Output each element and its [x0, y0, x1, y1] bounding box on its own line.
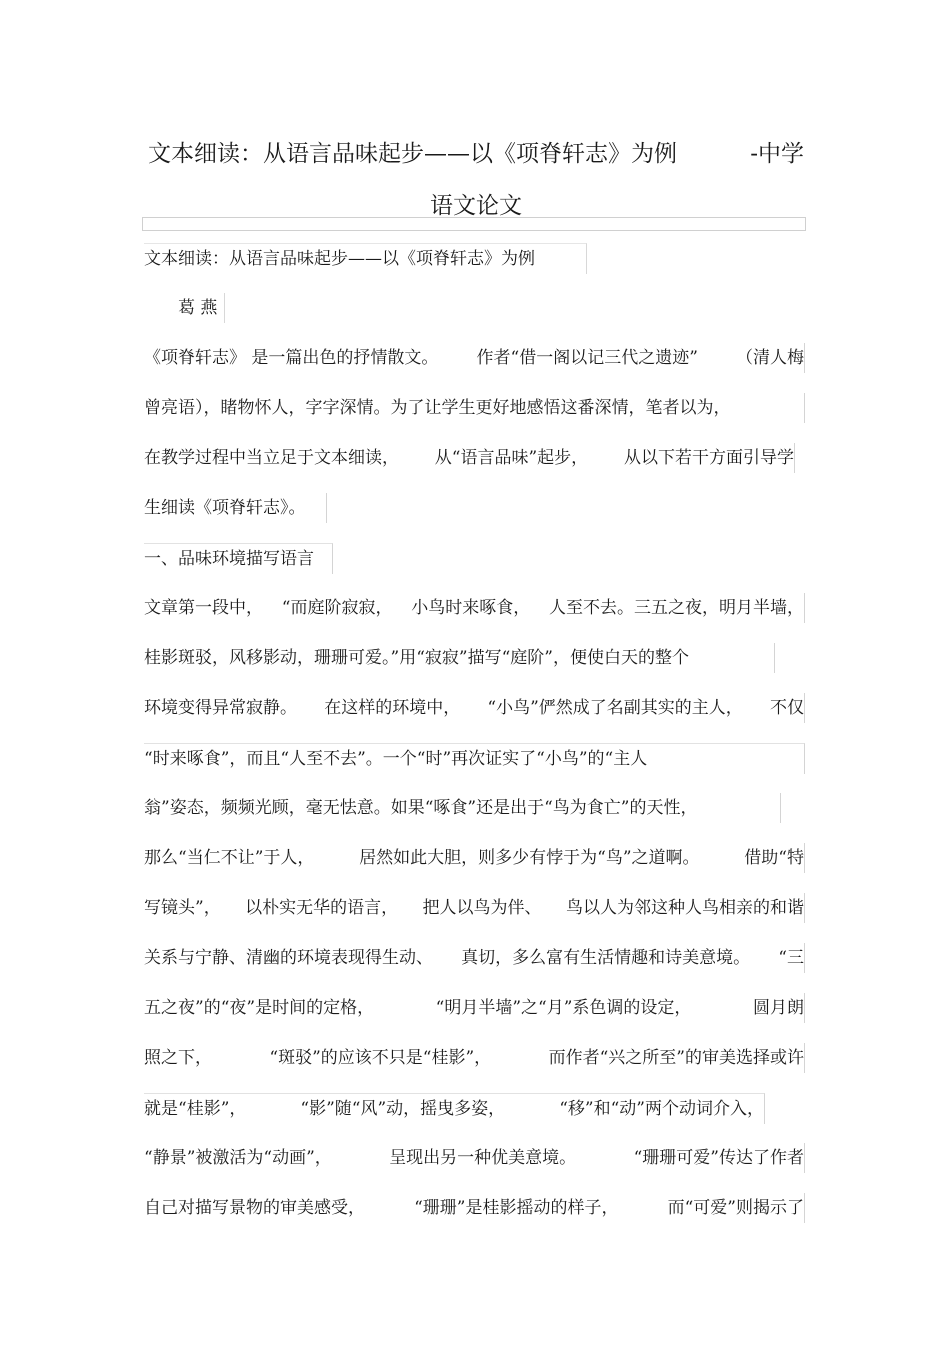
body-text: 作者“借一阁以记三代之遗迹”: [476, 348, 698, 368]
body-line: [144, 443, 795, 473]
article-subtitle: 文本细读：从语言品味起步——以《项脊轩志》为例: [144, 243, 587, 274]
body-text: 不仅: [770, 698, 804, 718]
title-suffix: -中学: [750, 141, 804, 167]
body-text: 而“可爱”则揭示了: [667, 1198, 804, 1218]
body-text: 在这样的环境中，: [324, 698, 461, 718]
body-line: [144, 793, 781, 823]
author: 葛 燕: [164, 293, 225, 323]
body-text: “而庭阶寂寂，: [281, 598, 393, 618]
body-text: 关系与宁静、清幽的环境表现得生动、: [144, 948, 433, 968]
body-line: [144, 643, 775, 673]
body-text: 那么“当仁不让”于人，: [144, 848, 315, 868]
title-main: 文本细读：从语言品味起步——以《项脊轩志》为例: [148, 141, 677, 167]
title-line2: 语文论文: [430, 193, 522, 219]
body-line: [144, 943, 805, 973]
body-text: 借助“特: [744, 848, 804, 868]
body-text: “影”随“风”动，摇曳多姿，: [300, 1099, 506, 1119]
body-text: 写镜头”，: [144, 898, 221, 918]
body-text: （清人梅: [735, 348, 804, 368]
body-text: “斑驳”的应该不只是“桂影”，: [269, 1048, 492, 1068]
body-text: 翁”姿态，频频光顾，毫无怯意。如果“啄食”还是出于“鸟为食亡”的天性，: [144, 798, 698, 818]
body-line: [144, 693, 805, 723]
section-heading: [144, 543, 333, 574]
body-text: 桂影斑驳，风移影动，珊珊可爱。”用“寂寂”描写“庭阶”，便使白天的整个: [144, 648, 689, 668]
body-text: 照之下，: [144, 1048, 212, 1068]
body-text: “时来啄食”，而且“人至不去”。一个“时”再次证实了“小鸟”的“主人: [144, 749, 648, 769]
body-text: 圆月朗: [753, 998, 804, 1018]
body-text: 文章第一段中，: [144, 598, 263, 618]
body-text: 环境变得异常寂静。: [144, 698, 297, 718]
body-line: [144, 1043, 805, 1073]
body-text: 人至不去。三五之夜，明月半墙，: [549, 598, 804, 618]
body-text: 小鸟时来啄食，: [411, 598, 531, 618]
body-text: “移”和“动”两个动词介入，: [559, 1099, 764, 1119]
body-text: “珊珊”是桂影摇动的样子，: [414, 1198, 619, 1218]
body-text: “小鸟”俨然成了名副其实的主人，: [487, 698, 743, 718]
body-text: 自己对描写景物的审美感受，: [144, 1198, 365, 1218]
body-text: 就是“桂影”，: [144, 1099, 247, 1119]
body-text: 居然如此大胆，则多少有悖于为“鸟”之道啊。: [359, 848, 700, 868]
body-text: 五之夜”的“夜”是时间的定格，: [144, 998, 375, 1018]
body-text: 鸟以人为邻这种人鸟相亲的和谐: [565, 898, 804, 918]
body-line: [144, 743, 805, 774]
body-text: 从“语言品味”起步，: [434, 448, 589, 468]
body-text: 呈现出另一种优美意境。: [389, 1148, 577, 1168]
body-line: [144, 1143, 805, 1173]
body-line: [144, 393, 805, 423]
body-text: “三: [778, 948, 804, 968]
body-text: 曾亮语），睹物怀人，字字深情。为了让学生更好地感悟这番深情，笔者以为，: [144, 398, 731, 418]
body-text: 以朴实无华的语言，: [245, 898, 399, 918]
body-line: [144, 343, 805, 373]
body-text: 把人以鸟为伴、: [422, 898, 542, 918]
body-text: “明月半墙”之“月”系色调的设定，: [435, 998, 692, 1018]
body-text: 《项脊轩志》 是一篇出色的抒情散文。: [144, 348, 439, 368]
body-line: [144, 1193, 805, 1223]
body-text: 在教学过程中当立足于文本细读，: [144, 448, 399, 468]
section-heading-text: 一、品味环境描写语言: [144, 549, 314, 569]
body-line: [144, 993, 805, 1023]
body-line: [144, 593, 805, 623]
title-divider: [142, 217, 806, 231]
body-text: 生细读《项脊轩志》。: [144, 498, 306, 518]
body-text: 真切，多么富有生活情趣和诗美意境。: [461, 948, 751, 968]
body-text: 而作者“兴之所至”的审美选择或许: [548, 1048, 804, 1068]
body-text: “珊珊可爱”传达了作者: [633, 1148, 804, 1168]
body-line: [144, 493, 327, 523]
body-text: “静景”被激活为“动画”，: [144, 1148, 332, 1168]
body-text: 从以下若干方面引导学: [623, 448, 794, 468]
body-line: [144, 843, 805, 873]
body-line: [144, 893, 805, 923]
body-line: [144, 1093, 765, 1124]
